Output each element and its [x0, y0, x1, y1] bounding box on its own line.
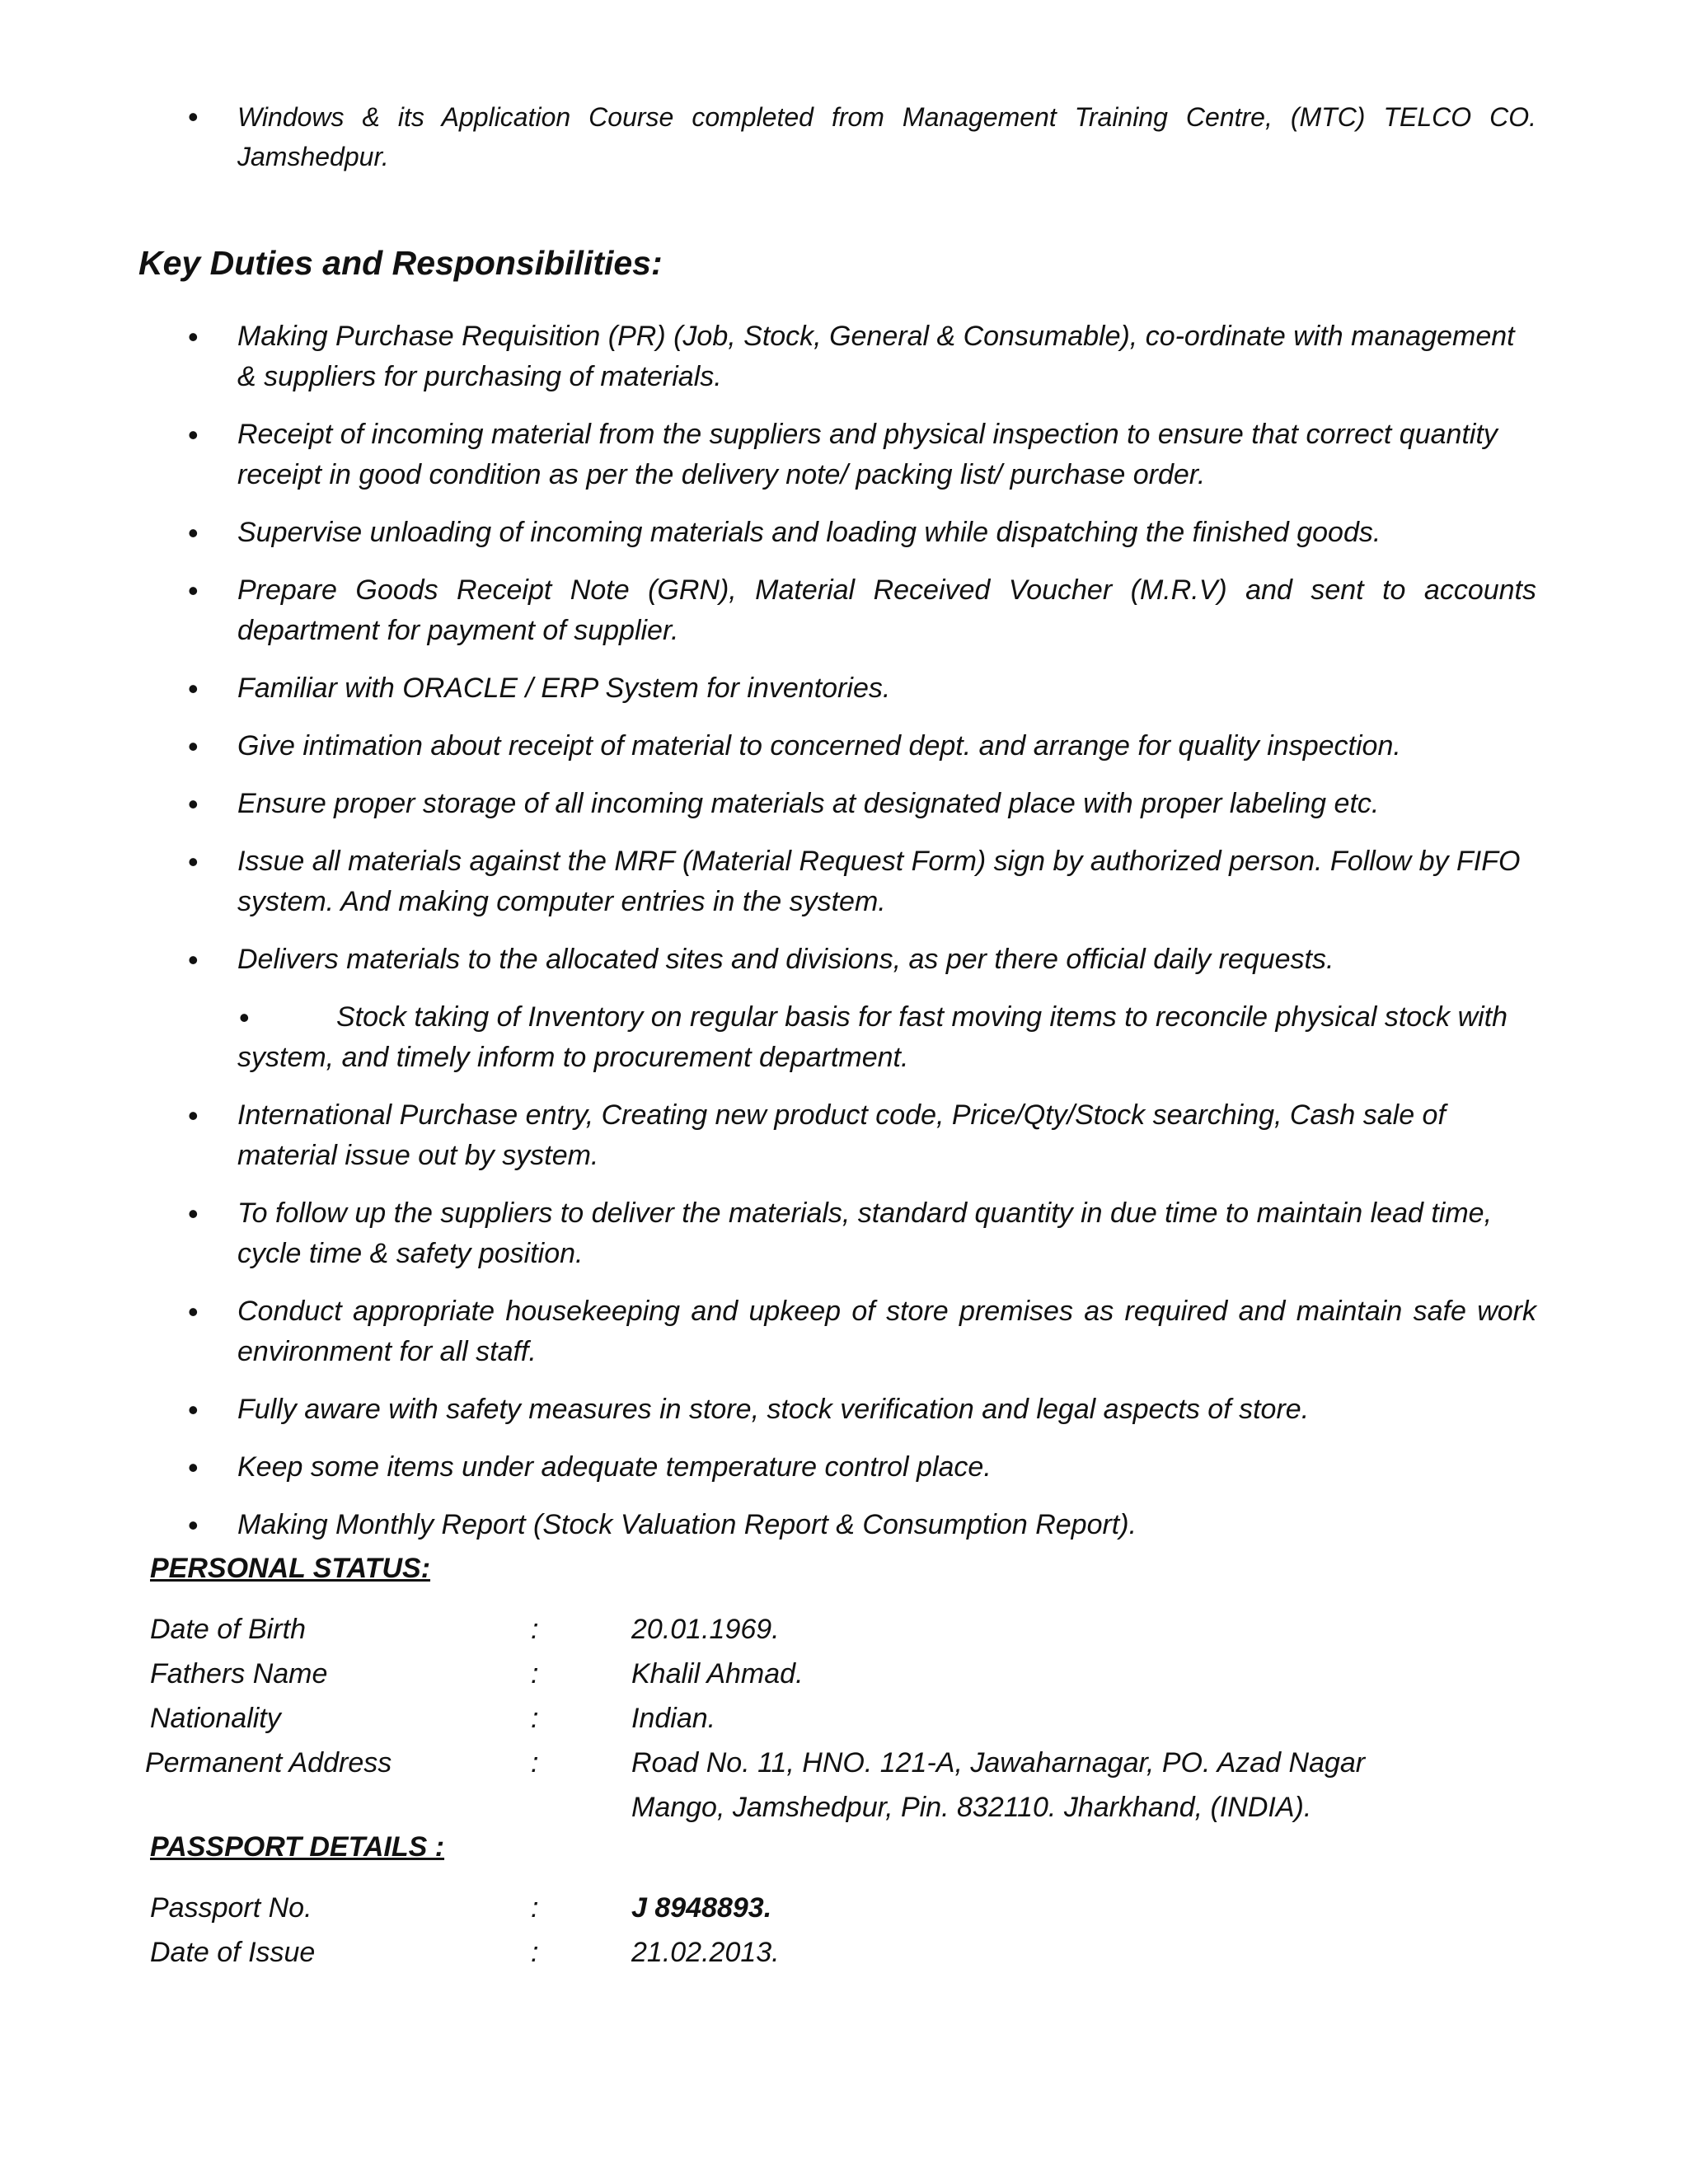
duty-item: • Prepare Goods Receipt Note (GRN), Material Received Voucher (M.R.V) and sent to accounts department for payment of supplier.	[188, 570, 1536, 651]
duty-item: • To follow up the suppliers to deliver the materials, standard quantity in due time to maintain lead time, cycle time & safety position.	[188, 1193, 1536, 1274]
bullet-icon: •	[188, 845, 199, 879]
separator: :	[531, 1892, 539, 1924]
bullet-icon: •	[188, 574, 199, 607]
duties-list	[188, 316, 1536, 1563]
separator: :	[531, 1747, 539, 1779]
bullet-icon: •	[188, 100, 199, 134]
passport-no-label: Passport No.	[150, 1892, 312, 1924]
bullet-icon: •	[188, 1451, 199, 1484]
bullet-icon: •	[188, 1508, 199, 1542]
passport-details-heading: PASSPORT DETAILS :	[150, 1831, 445, 1863]
date-of-issue-value: 21.02.2013.	[631, 1937, 780, 1968]
duty-item: • Receipt of incoming material from the suppliers and physical inspection to ensure that correct quantity receipt in good condition as per the delivery note/ packing list/ purchase order.	[188, 415, 1536, 495]
duty-item: • Familiar with ORACLE / ERP System for inventories.	[188, 668, 1536, 709]
bullet-icon: •	[188, 516, 199, 550]
separator: :	[531, 1614, 539, 1645]
duties-heading: Key Duties and Responsibilities:	[138, 244, 663, 282]
bullet-icon: •	[188, 943, 199, 977]
duty-item: • Fully aware with safety measures in store, stock verification and legal aspects of store.	[188, 1390, 1536, 1430]
personal-status-heading: PERSONAL STATUS:	[150, 1553, 431, 1584]
duty-item: • Making Monthly Report (Stock Valuation Report & Consumption Report).	[188, 1505, 1536, 1545]
duty-item: • Keep some items under adequate temperature control place.	[188, 1447, 1536, 1488]
bullet-icon: •	[188, 418, 199, 452]
dob-label: Date of Birth	[150, 1614, 306, 1645]
address-value-line1: Road No. 11, HNO. 121-A, Jawaharnagar, PO. Azad Nagar	[631, 1747, 1366, 1779]
duty-item: • Ensure proper storage of all incoming materials at designated place with proper labeling etc.	[188, 784, 1536, 824]
separator: :	[531, 1937, 539, 1968]
bullet-icon: •	[188, 1295, 199, 1329]
bullet-icon: •	[188, 320, 199, 354]
bullet-icon: •	[188, 787, 199, 821]
bullet-icon: •	[239, 1001, 250, 1034]
bullet-icon: •	[188, 672, 199, 705]
duty-item: • Stock taking of Inventory on regular basis for fast moving items to reconcile physical stock with system, and timely inform to procurement department.	[188, 997, 1536, 1078]
duty-item: • Making Purchase Requisition (PR) (Job, Stock, General & Consumable), co-ordinate with management & suppliers for purchasing of materials.	[188, 316, 1536, 397]
duty-item: • Delivers materials to the allocated sites and divisions, as per there official daily requests.	[188, 940, 1536, 980]
nationality-value: Indian.	[631, 1703, 716, 1734]
fathers-name-label: Fathers Name	[150, 1658, 328, 1690]
duty-item: • Conduct appropriate housekeeping and upkeep of store premises as required and maintain safe work environment for all staff.	[188, 1291, 1536, 1372]
bullet-icon: •	[188, 1197, 199, 1230]
dob-value: 20.01.1969.	[631, 1614, 780, 1645]
bullet-icon: •	[188, 1099, 199, 1132]
address-value-line2: Mango, Jamshedpur, Pin. 832110. Jharkhand, (INDIA).	[631, 1792, 1312, 1823]
separator: :	[531, 1703, 539, 1734]
duty-item: • International Purchase entry, Creating new product code, Price/Qty/Stock searching, Cash sale of material issue out by system.	[188, 1095, 1536, 1176]
address-label: Permanent Address	[145, 1747, 392, 1779]
duty-item: • Give intimation about receipt of material to concerned dept. and arrange for quality inspection.	[188, 726, 1536, 766]
bullet-icon: •	[188, 729, 199, 763]
bullet-icon: •	[188, 1393, 199, 1427]
fathers-name-value: Khalil Ahmad.	[631, 1658, 804, 1690]
passport-no-value: J 8948893.	[631, 1892, 772, 1924]
training-text: Windows & its Application Course completed from Management Training Centre, (MTC) TELCO CO. Jamshedpur.	[237, 102, 1536, 171]
duty-item: • Issue all materials against the MRF (Material Request Form) sign by authorized person. Follow by FIFO system. And making computer entries in the system.	[188, 841, 1536, 922]
date-of-issue-label: Date of Issue	[150, 1937, 316, 1968]
training-bullet	[188, 97, 1536, 176]
nationality-label: Nationality	[150, 1703, 281, 1734]
duty-item: • Supervise unloading of incoming materials and loading while dispatching the finished goods.	[188, 513, 1536, 553]
separator: :	[531, 1658, 539, 1690]
